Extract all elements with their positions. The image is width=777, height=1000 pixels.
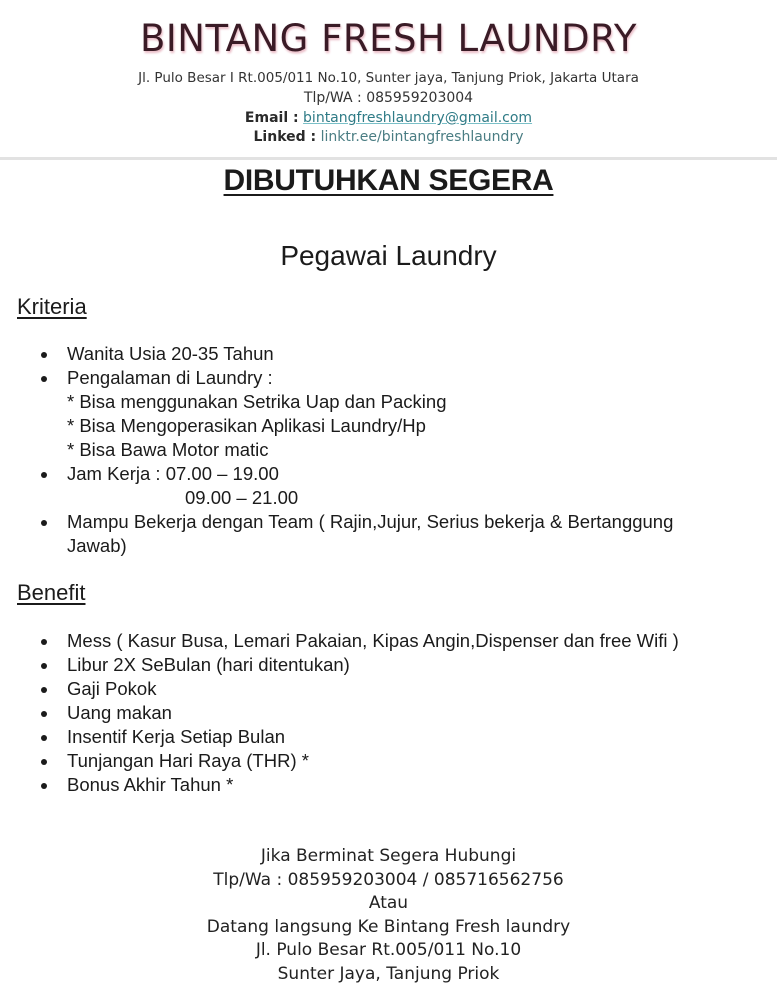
working-hours-second-shift: 09.00 – 21.00 [185, 487, 299, 508]
bullet-icon [41, 472, 47, 478]
list-item-text: Uang makan [67, 702, 172, 723]
linked-label: Linked : [253, 129, 317, 145]
list-item-text: Wanita Usia 20-35 Tahun [67, 343, 274, 364]
bullet-icon [41, 687, 47, 693]
list-item [0, 342, 777, 366]
sub-item: * Bisa Bawa Motor matic [67, 439, 269, 460]
bullet-icon [41, 663, 47, 669]
list-item [0, 510, 777, 558]
company-phone: Tlp/WA : 085959203004 [303, 90, 474, 106]
company-name: BINTANG FRESH LAUNDRY [139, 17, 638, 60]
bullet-icon [41, 639, 47, 645]
contact-footer [0, 845, 777, 986]
bullet-icon [41, 352, 47, 358]
list-item [0, 653, 777, 677]
bullet-icon [41, 759, 47, 765]
kriteria-heading: Kriteria [17, 294, 87, 319]
company-address: Jl. Pulo Besar I Rt.005/011 No.10, Sunter jaya, Tanjung Priok, Jakarta Utara [138, 70, 639, 86]
list-item-text: Mampu Bekerja dengan Team ( Rajin,Jujur, Serius bekerja & Bertanggung Jawab) [67, 511, 674, 556]
list-item [0, 366, 777, 462]
company-linked-line [0, 127, 777, 147]
page-title [0, 164, 777, 198]
benefit-heading: Benefit [17, 580, 86, 605]
letterhead [0, 0, 777, 158]
bullet-icon [41, 520, 47, 526]
list-item [0, 701, 777, 725]
footer-address: Jl. Pulo Besar Rt.005/011 No.10 [255, 940, 522, 960]
company-email-line [0, 108, 777, 128]
footer-line: Jika Berminat Segera Hubungi [260, 846, 517, 866]
linktree-link[interactable]: linktr.ee/bintangfreshlaundry [320, 129, 524, 145]
list-item-text: Gaji Pokok [67, 678, 157, 699]
footer-phone: Tlp/Wa : 085959203004 / 085716562756 [213, 869, 564, 890]
header-divider [0, 157, 777, 160]
footer-line: Datang langsung Ke Bintang Fresh laundry [206, 916, 571, 937]
list-item-text: Insentif Kerja Setiap Bulan [67, 726, 286, 747]
footer-line: Atau [368, 893, 409, 913]
bullet-icon [41, 735, 47, 741]
list-item [0, 462, 777, 510]
list-item [0, 725, 777, 749]
list-item [0, 773, 777, 797]
email-link[interactable]: bintangfreshlaundry@gmail.com [303, 110, 533, 126]
list-item [0, 749, 777, 773]
list-item-text: Libur 2X SeBulan (hari ditentukan) [67, 654, 350, 675]
list-item-text: Jam Kerja : 07.00 – 19.00 [67, 463, 279, 484]
bullet-icon [41, 376, 47, 382]
list-item-text: Bonus Akhir Tahun * [67, 774, 234, 795]
list-item-text: Tunjangan Hari Raya (THR) * [67, 750, 309, 771]
list-item [0, 677, 777, 701]
sub-item: * Bisa Mengoperasikan Aplikasi Laundry/Hp [67, 415, 426, 436]
footer-address: Sunter Jaya, Tanjung Priok [277, 963, 500, 984]
list-item-text: Mess ( Kasur Busa, Lemari Pakaian, Kipas Angin,Dispenser dan free Wifi ) [67, 630, 679, 651]
bullet-icon [41, 711, 47, 717]
bullet-icon [41, 783, 47, 789]
list-item-text: Pengalaman di Laundry : [67, 367, 273, 388]
job-position: Pegawai Laundry [280, 240, 497, 271]
list-item [0, 629, 777, 653]
kriteria-list [0, 342, 777, 558]
email-label: Email : [244, 110, 299, 126]
page-title-text: DIBUTUHKAN SEGERA [223, 164, 554, 197]
sub-item: * Bisa menggunakan Setrika Uap dan Packing [67, 391, 447, 412]
benefit-list [0, 629, 777, 797]
